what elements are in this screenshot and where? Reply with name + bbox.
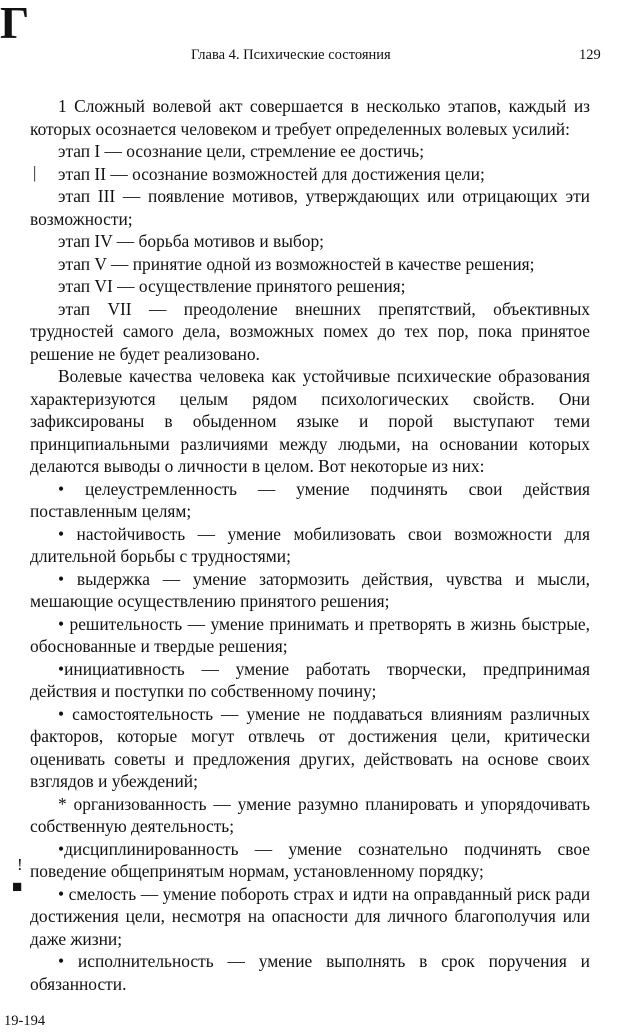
signature-code: 19-194 [4, 1013, 46, 1029]
stage-item: этап V — принятие одной из возможностей в качестве решения; [58, 253, 535, 274]
body-text [30, 95, 590, 995]
stage-item: этап II — осознание возможностей для достижения цели; [58, 163, 485, 184]
quality-item: •инициативность — умение работать творчески, предпринимая действия и поступки по собственному почину; [30, 658, 590, 701]
margin-square-mark: ■ [12, 877, 23, 896]
quality-item: • смелость — умение побороть страх и идти на оправданный риск ради достижения цели, несмотря на опасности для личного благополучия или даже жизни; [30, 883, 590, 949]
running-head: Глава 4. Психические состояния [191, 47, 391, 63]
quality-item: • исполнительность — умение выполнять в срок поручения и обязанности. [30, 951, 590, 994]
paragraph: 1 Сложный волевой акт совершается в несколько этапов, каждый из которых осознается человеком и требует определенных волевых усилий: [30, 96, 590, 139]
stage-item: этап I — осознание цели, стремление ее достичь; [58, 141, 425, 161]
quality-item: • самостоятельность — умение не поддаваться влияниям различных факторов, которые могут отвлечь от достижения цели, критически оценивать советы и предложения других, действовать на основе своих взглядов и убеждений; [30, 703, 590, 791]
stage-item: этап VII — преодоление внешних препятствий, объективных трудностей самого дела, возможных помех до тех пор, пока принятое решение не будет реализовано. [30, 298, 590, 364]
page-number: 129 [579, 47, 601, 63]
quality-item: • целеустремленность — умение подчинять свои действия поставленным целям; [30, 478, 590, 521]
quality-item: • настойчивость — умение мобилизовать свои возможности для длительной борьбы с трудностями; [30, 523, 590, 566]
quality-item: * организованность — умение разумно планировать и упорядочивать собственную деятельность; [30, 793, 590, 836]
quality-item: •дисциплинированность — умение сознательно подчинять свое поведение общепринятым нормам, установленному порядку; [30, 838, 590, 881]
stage-item: этап VI — осуществление принятого решения; [58, 276, 406, 296]
quality-item: • выдержка — умение затормозить действия, чувства и мысли, мешающие осуществлению принятого решения; [30, 568, 590, 611]
stage-item: этап IV — борьба мотивов и выбор; [58, 231, 324, 251]
quality-item: • решительность — умение принимать и претворять в жизнь быстрые, обоснованные и твердые решения; [30, 613, 590, 656]
margin-exclamation-mark: ! [17, 855, 23, 874]
margin-bar-mark: | [33, 163, 37, 182]
paragraph: Волевые качества человека как устойчивые психические образования характеризуются целым рядом психологических свойств. Они зафиксированы в обыденном языке и порой выступают теми принципиальными различиями между людьми, на основании которых делаются выводы о личности в целом. Вот некоторые из них: [30, 366, 590, 476]
corner-mark: Г [0, 0, 29, 48]
stage-item: этап III — появление мотивов, утверждающих или отрицающих эти возможности; [30, 186, 590, 229]
